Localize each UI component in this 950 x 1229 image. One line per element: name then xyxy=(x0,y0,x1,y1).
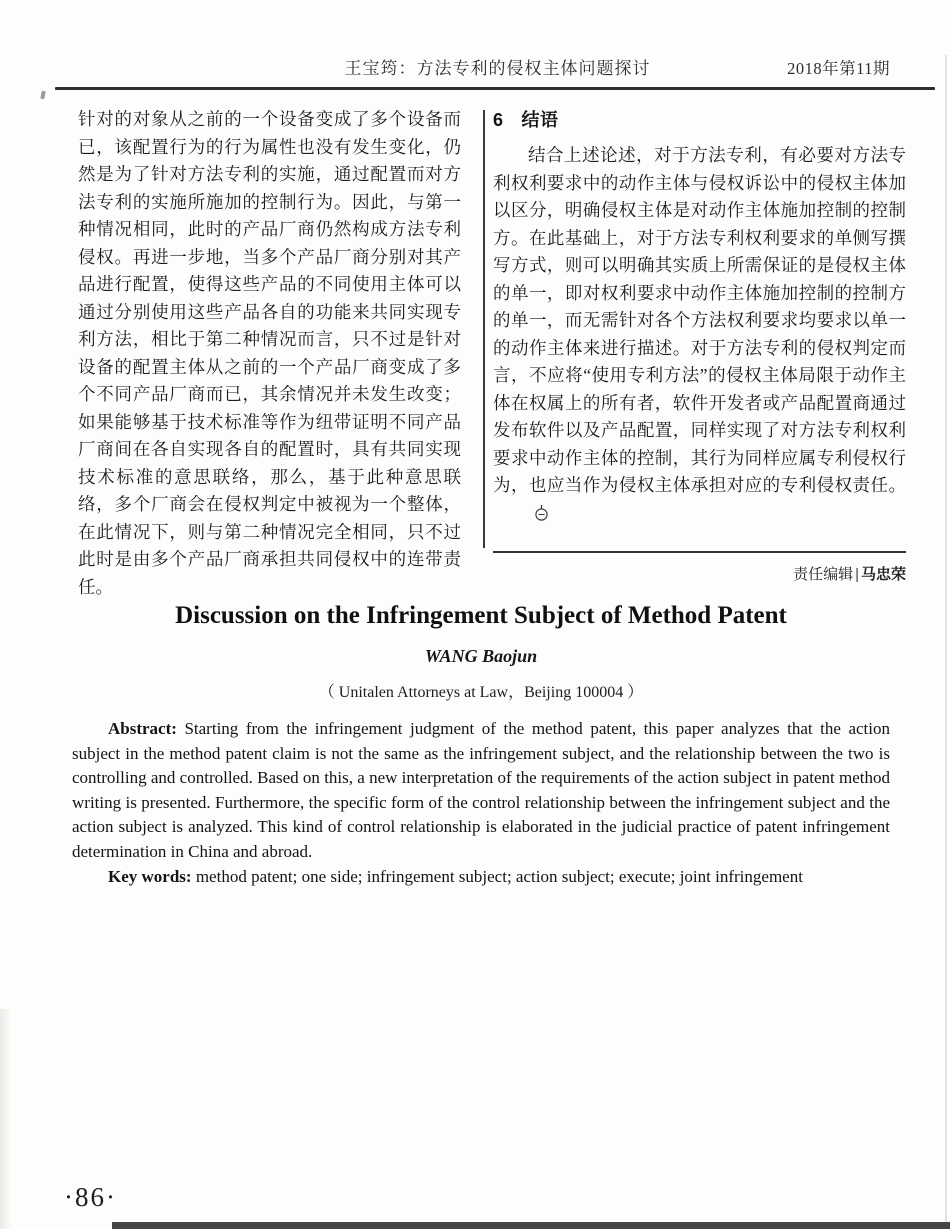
article-end-icon xyxy=(499,502,549,530)
scan-artifact xyxy=(40,91,46,100)
english-affiliation: （ Unitalen Attorneys at Law，Beijing 100004 ） xyxy=(318,684,644,701)
scan-bottom-strip xyxy=(112,1222,950,1229)
conclusion-paragraph xyxy=(493,142,906,529)
scan-corner-shade xyxy=(0,1009,12,1229)
keywords-paragraph xyxy=(72,865,890,890)
issue-label: 2018年第11期 xyxy=(787,59,890,78)
page-number: ·86· xyxy=(64,1182,117,1212)
column-divider xyxy=(483,110,485,548)
editor-label: 责任编辑 xyxy=(793,566,854,583)
section-number: 6 xyxy=(493,110,504,130)
abstract-label: Abstract: xyxy=(108,719,177,738)
conclusion-text: 结合上述论述，对于方法专利，有必要对方法专利权利要求中的动作主体与侵权诉讼中的侵权主体加以区分，明确侵权主体是对动作主体施加控制的控制方。在此基础上，对于方法专利权利要求的单侧写撰写方式，则可以明确其实质上所需保证的是侵权主体的单一，即对权利要求中动作主体施加控制的控制方的单一，而无需针对各个方法权利要求均要求以单一的动作主体来进行描述。对于方法专利的侵权判定而言，不应将“使用专利方法”的侵权主体局限于动作主体在权属上的所有者，软件开发者或产品配置商通过发布软件以及产品配置，同样实现了对方法专利权利要求中动作主体的控制，其行为同样应属专利侵权行为，也应当作为侵权主体承担对应的专利侵权责任。 xyxy=(493,145,906,495)
english-author: WANG Baojun xyxy=(424,646,538,666)
left-column xyxy=(78,106,461,601)
keywords-label: Key words: xyxy=(108,866,192,886)
scan-edge-line xyxy=(945,55,947,1229)
conclusion-heading xyxy=(493,106,906,132)
english-title: Discussion on the Infringement Subject of Method Patent xyxy=(175,602,787,629)
keywords-text: method patent; one side; infringement subject; action subject; execute; joint infringement xyxy=(191,866,803,886)
section-title: 结语 xyxy=(521,110,559,130)
header-rule xyxy=(55,87,935,90)
abstract-text: Starting from the infringement judgment of the method patent, this paper analyzes that the action subject in the method patent claim is not the same as the infringement subject, and the relationship between the two is controlling and controlled. Based on this, a new interpretation of the requirements of the action subject in patent method writing is presented. Furthermore, the specific form of the control relationship between the infringement subject and the action subject is analyzed. This kind of control relationship is elaborated in the judicial practice of patent infringement determination in China and abroad. xyxy=(72,719,890,861)
article-body xyxy=(78,106,906,601)
editor-rule xyxy=(493,551,906,553)
editor-name: 马忠荣 xyxy=(860,566,906,583)
editor-separator: | xyxy=(855,566,859,583)
left-column-paragraph: 针对的对象从之前的一个设备变成了多个设备而已，该配置行为的行为属性也没有发生变化，仍然是为了针对方法专利的实施，通过配置而对方法专利的实施所施加的控制行为。因此，与第一种情况相同，此时的产品厂商仍然构成方法专利侵权。再进一步地，当多个产品厂商分别对其产品进行配置，使得这些产品的不同使用主体可以通过分别使用这些产品各自的功能来共同实现专利方法，相比于第二种情况而言，只不过是针对设备的配置主体从之前的一个产品厂商变成了多个不同产品厂商而已，其余情况并未发生改变；如果能够基于技术标准等作为纽带证明不同产品厂商间在各自实现各自的配置时，具有共同实现技术标准的意思联络，那么，基于此种意思联络，多个厂商会在侵权判定中被视为一个整体，在此情况下，则与第二种情况完全相同，只不过此时是由多个产品厂商承担共同侵权中的连带责任。 xyxy=(78,109,461,597)
editor-note xyxy=(493,563,906,584)
running-title: 王宝筠：方法专利的侵权主体问题探讨 xyxy=(344,59,651,78)
english-abstract-section xyxy=(72,602,890,889)
right-column xyxy=(493,106,906,601)
abstract-paragraph xyxy=(72,717,890,865)
